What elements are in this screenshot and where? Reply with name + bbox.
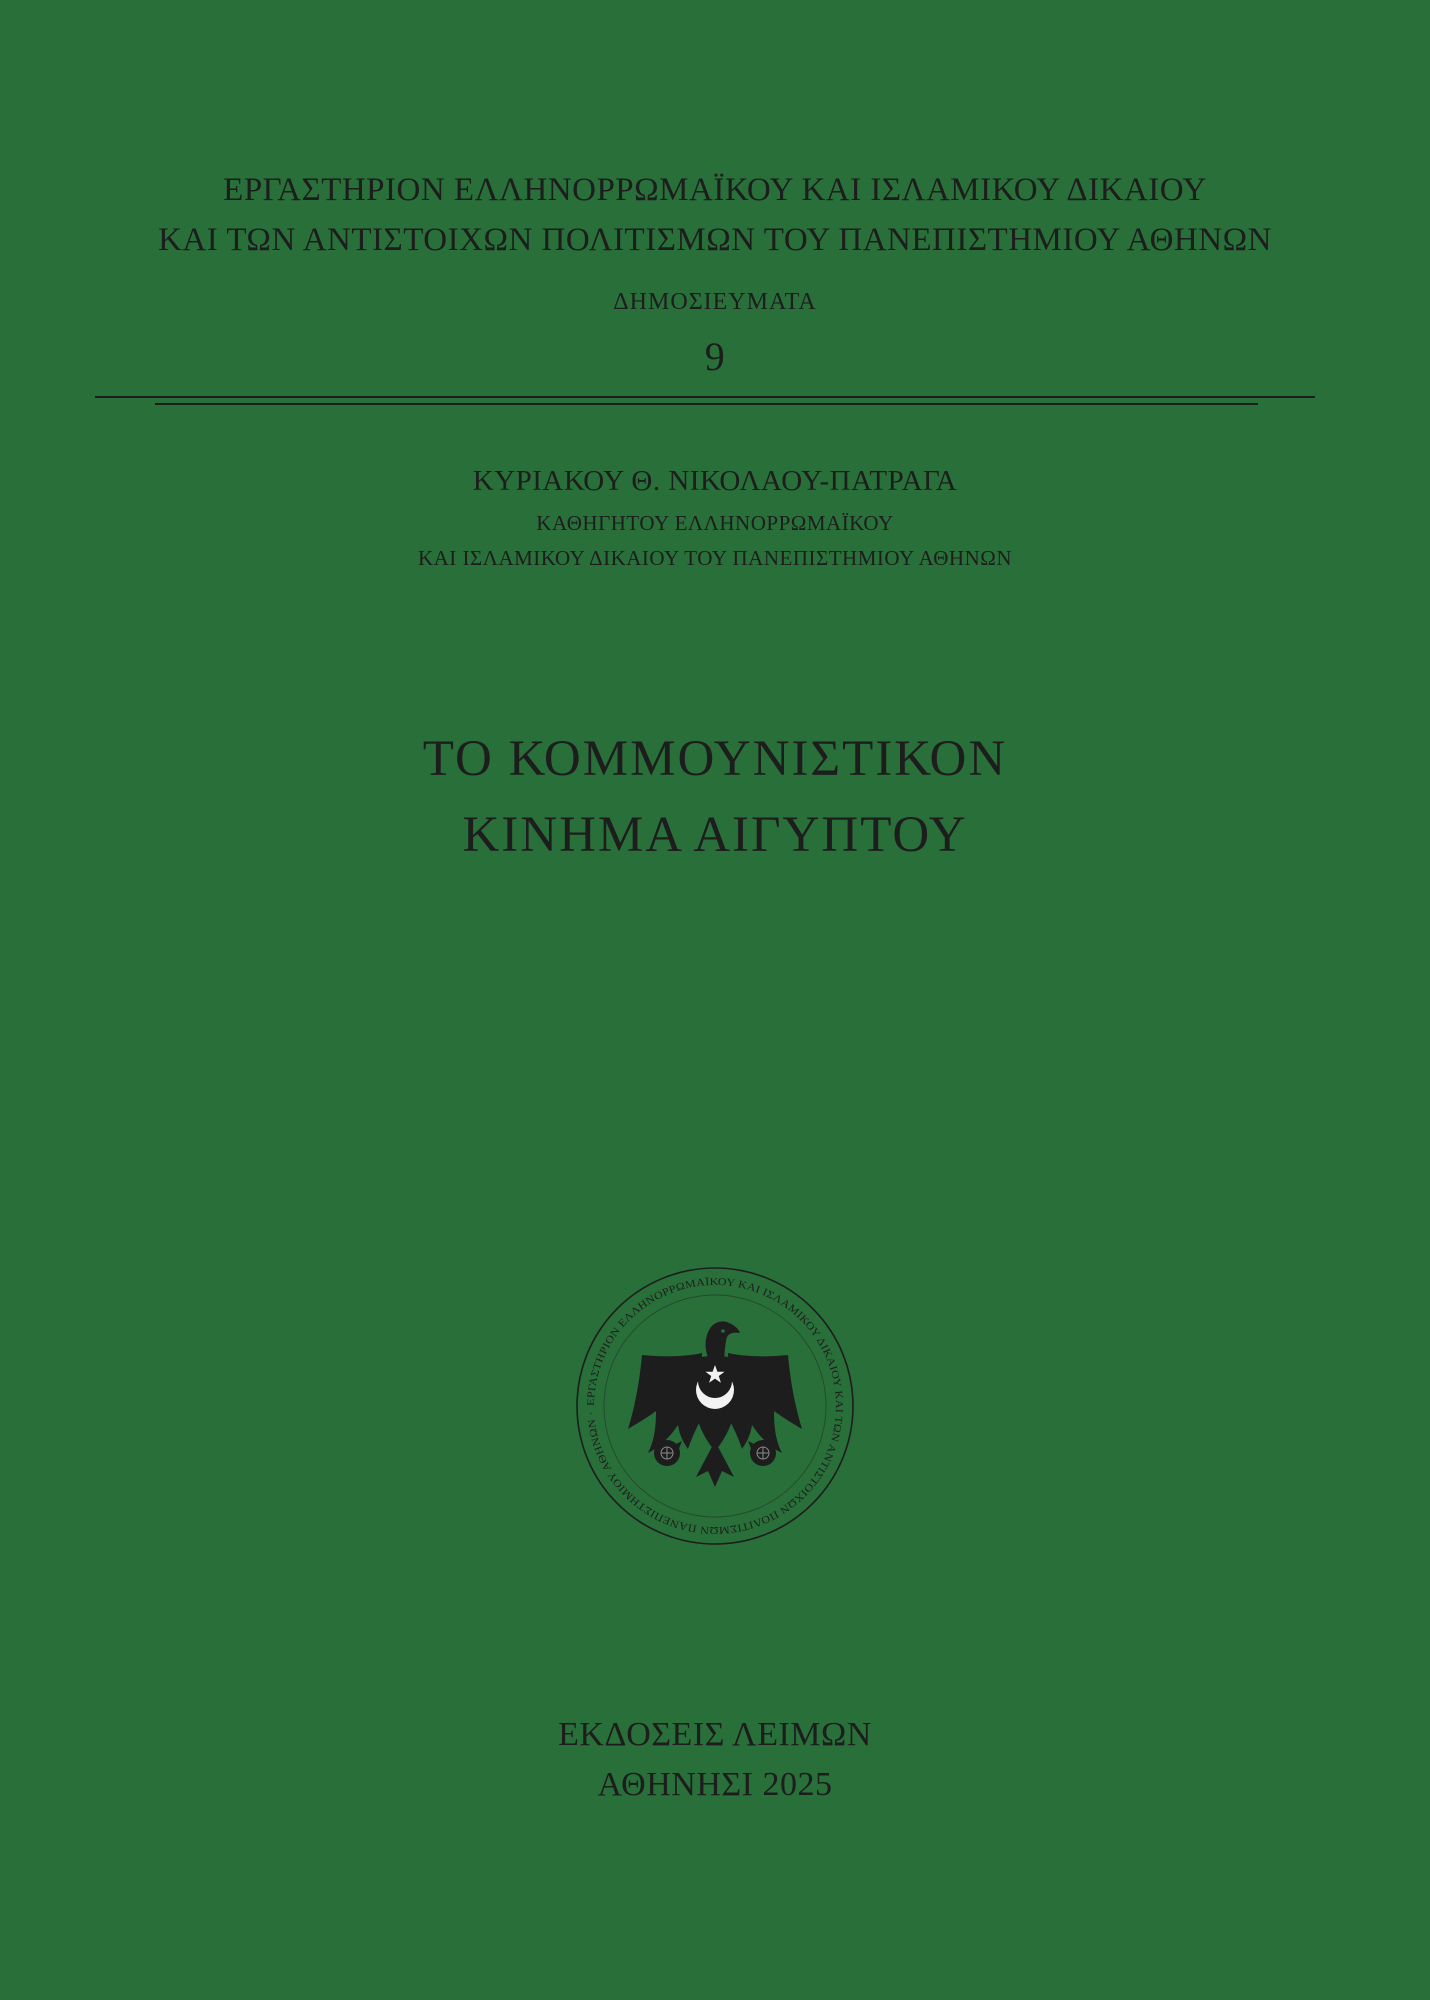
publication-place-year: ΑΘΗΝΗΣΙ 2025 [597, 1766, 833, 1803]
publisher-name: ΕΚΔΟΣΕΙΣ ΛΕΙΜΩΝ [558, 1716, 872, 1753]
institution-line-2: ΚΑΙ ΤΩΝ ΑΝΤΙΣΤΟΙΧΩΝ ΠΟΛΙΤΙΣΜΩΝ ΤΟΥ ΠΑΝΕΠΙΣΤΗΜΙΟΥ ΑΘΗΝΩΝ [158, 222, 1272, 258]
author-affiliation-line-1: ΚΑΘΗΓΗΤΟΥ ΕΛΛΗΝΟΡΡΩΜΑΪΚΟΥ [536, 511, 894, 535]
series-number: 9 [704, 334, 726, 379]
divider-rule-bottom [155, 403, 1258, 405]
series-label: ΔΗΜΟΣΙΕΥΜΑΤΑ [613, 289, 817, 315]
title-line-1: ΤΟ ΚΟΜΜΟΥΝΙΣΤΙΚΟΝ [422, 731, 1008, 787]
author-name: ΚΥΡΙΑΚΟΥ Θ. ΝΙΚΟΛΑΟΥ-ΠΑΤΡΑΓΑ [472, 465, 958, 497]
divider-rule-top [95, 396, 1315, 398]
author-affiliation-line-2: ΚΑΙ ΙΣΛΑΜΙΚΟΥ ΔΙΚΑΙΟΥ ΤΟΥ ΠΑΝΕΠΙΣΤΗΜΙΟΥ ΑΘΗΝΩΝ [417, 546, 1013, 570]
crescent-star-icon [696, 1364, 734, 1409]
eagle-crescent-seal-icon [574, 1265, 856, 1547]
seal-ring-text: ΕΡΓΑΣΤΗΡΙΟΝ ΕΛΛΗΝΟΡΡΩΜΑΪΚΟΥ ΚΑΙ ΙΣΛΑΜΙΚΟΥ ΔΙΚΑΙΟΥ ΚΑΙ ΤΩΝ ΑΝΤΙΣΤΟΙΧΩΝ ΠΟΛΙΤΙΣΜΩΝ ΠΑΝΕΠΙΣΤΗΜΙΟΥ ΑΘΗΝΩΝ · [585, 1276, 845, 1536]
title-line-2: ΚΙΝΗΜΑ ΑΙΓΥΠΤΟΥ [462, 807, 968, 863]
institution-line-1: ΕΡΓΑΣΤΗΡΙΟΝ ΕΛΛΗΝΟΡΡΩΜΑΪΚΟΥ ΚΑΙ ΙΣΛΑΜΙΚΟΥ ΔΙΚΑΙΟΥ [223, 172, 1207, 208]
